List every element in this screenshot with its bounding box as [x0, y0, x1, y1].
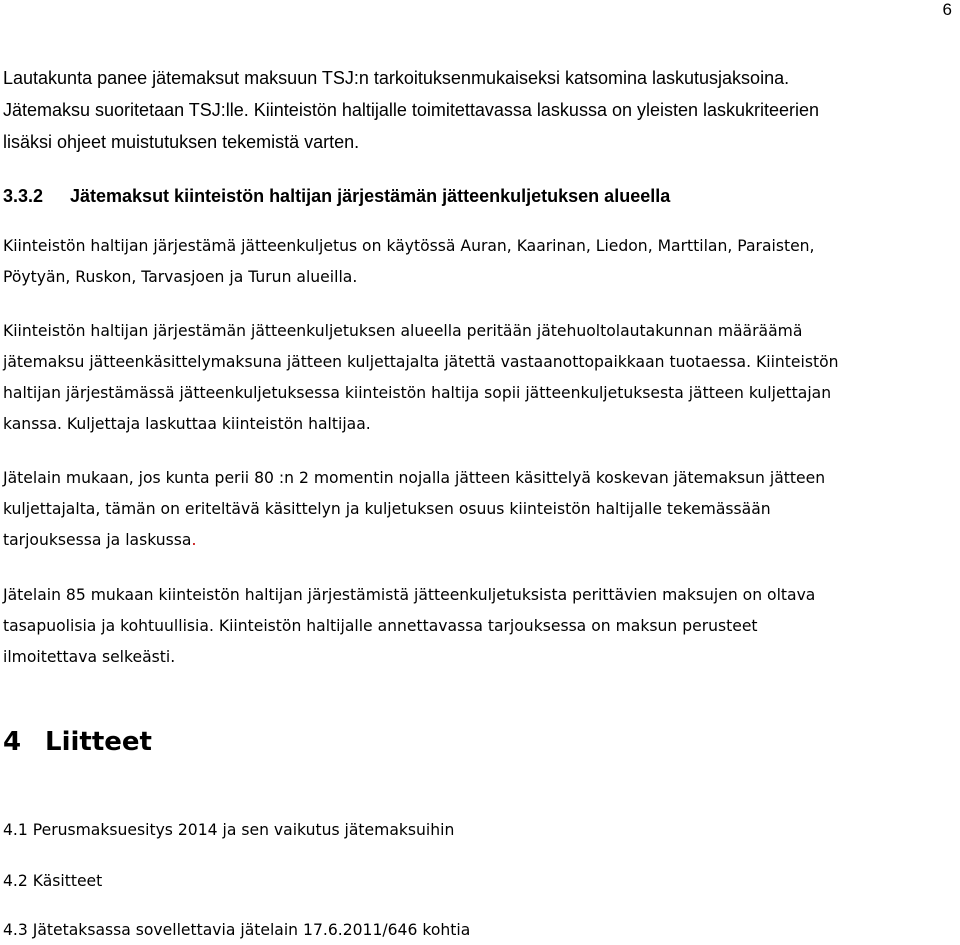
paragraph-line: [3, 525, 953, 556]
attachment-item-2: 4.2 Käsitteet: [3, 872, 103, 890]
paragraph-waste-law-85: [3, 580, 953, 673]
section-heading: [3, 180, 953, 212]
paragraph-line-text: tarjouksessa ja laskussa: [3, 531, 192, 549]
intro-paragraph: [3, 62, 953, 158]
paragraph-line: Pöytyän, Ruskon, Tarvasjoen ja Turun alueilla.: [3, 268, 358, 286]
chapter-heading: [3, 722, 152, 762]
page-number: 6: [942, 0, 952, 19]
attachment-item-3: 4.3 Jätetaksassa sovellettavia jätelain 17.6.2011/646 kohtia: [3, 921, 471, 939]
paragraph-waste-law-80: [3, 463, 953, 556]
chapter-number: 4: [3, 727, 22, 757]
paragraph-line: haltijan järjestämässä jätteenkuljetuksessa kiinteistön haltija sopii jätteenkuljetuksesta jätteen kuljettajan: [3, 384, 832, 402]
intro-line-3: lisäksi ohjeet muistutuksen tekemistä varten.: [3, 132, 360, 152]
paragraph-line: Jätelain 85 mukaan kiinteistön haltijan järjestämistä jätteenkuljetuksista perittävien maksujen on oltava: [3, 586, 816, 604]
intro-line-2: Jätemaksu suoritetaan TSJ:lle. Kiinteistön haltijalle toimitettavassa laskussa on yleisten laskukriteerien: [3, 100, 820, 120]
paragraph-fee-collection: [3, 316, 953, 440]
section-number: 3.3.2: [3, 186, 44, 206]
paragraph-line: Kiinteistön haltijan järjestämän jätteenkuljetuksen alueella peritään jätehuoltolautakunnan määräämä: [3, 322, 803, 340]
paragraph-areas: [3, 231, 953, 293]
intro-line-1: Lautakunta panee jätemaksut maksuun TSJ:n tarkoituksenmukaiseksi katsomina laskutusjaksoina.: [3, 68, 790, 88]
attachment-item-1: 4.1 Perusmaksuesitys 2014 ja sen vaikutus jätemaksuihin: [3, 821, 455, 839]
paragraph-line: kuljettajalta, tämän on eriteltävä käsittelyn ja kuljetuksen osuus kiinteistön haltijalle tekemässään: [3, 500, 771, 518]
paragraph-line: ilmoitettava selkeästi.: [3, 648, 176, 666]
chapter-title: Liitteet: [45, 727, 152, 757]
paragraph-line: Jätelain mukaan, jos kunta perii 80 :n 2 momentin nojalla jätteen käsittelyä koskevan jätemaksun jätteen: [3, 469, 826, 487]
paragraph-line: kanssa. Kuljettaja laskuttaa kiinteistön haltijaa.: [3, 415, 371, 433]
paragraph-line: jätemaksu jätteenkäsittelymaksuna jätteen kuljettajalta jätettä vastaanottopaikkaan tuotaessa. Kiinteistön: [3, 353, 839, 371]
red-period: .: [191, 531, 197, 549]
paragraph-line: tasapuolisia ja kohtuullisia. Kiinteistön haltijalle annettavassa tarjouksessa on maksun perusteet: [3, 617, 758, 635]
section-title: Jätemaksut kiinteistön haltijan järjestämän jätteenkuljetuksen alueella: [70, 186, 671, 206]
paragraph-line: Kiinteistön haltijan järjestämä jätteenkuljetus on käytössä Auran, Kaarinan, Liedon, Marttilan, Paraisten,: [3, 237, 815, 255]
